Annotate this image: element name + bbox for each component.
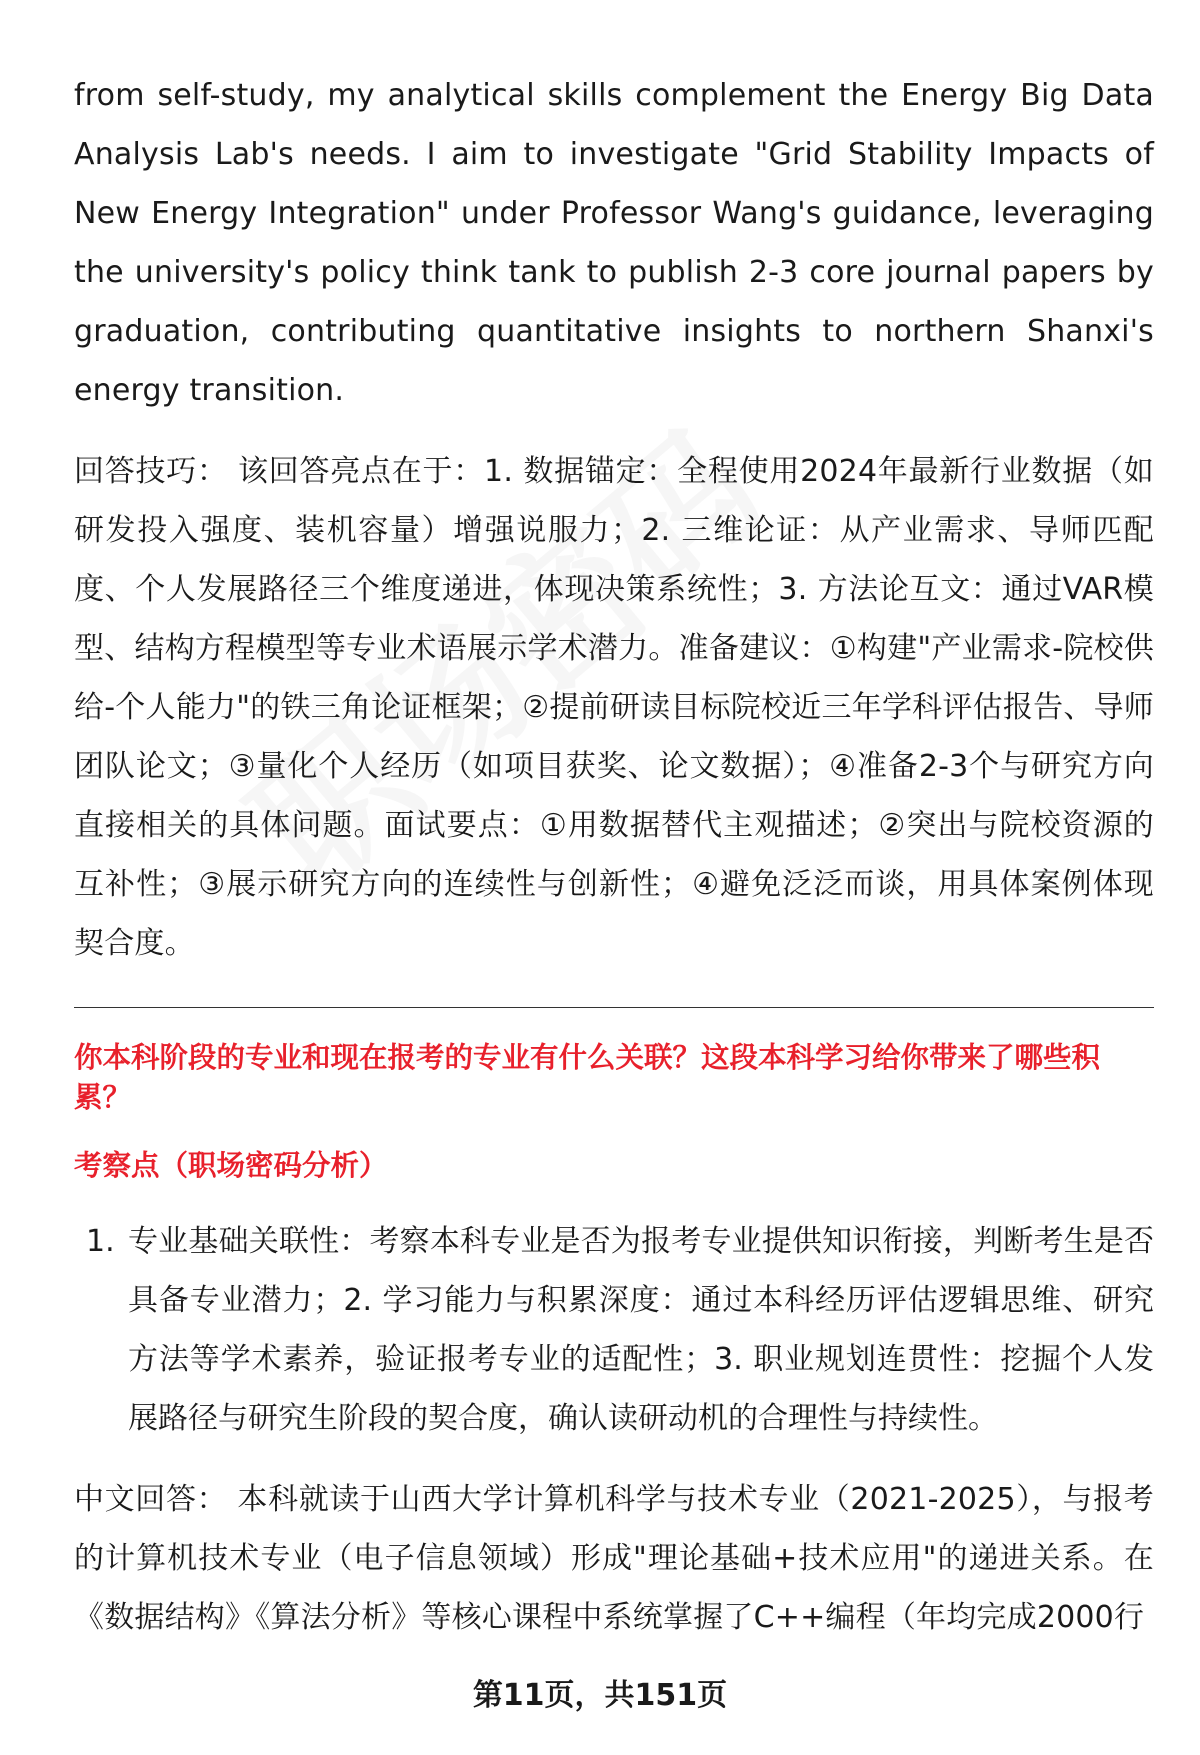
assessment-points-list — [74, 1212, 1154, 1448]
list-item-text: 专业基础关联性：考察本科专业是否为报考专业提供知识衔接，判断考生是否具备专业潜力；2. 学习能力与积累深度：通过本科经历评估逻辑思维、研究方法等学术素养，验证报考专业的适配性；3. 职业规划连贯性：挖掘个人发展路径与研究生阶段的契合度，确认读研动机的合理性与持续性。 — [128, 1224, 1154, 1436]
english-answer-paragraph: from self-study, my analytical skills complement the Energy Big Data Analysis Lab's needs. I aim to investigate "Grid Stability Impacts of New Energy Integration" under Professor Wang's guidance, leveraging the university's policy think tank to publish 2-3 core journal papers by graduation, contributing quantitative insights to northern Shanxi's energy transition. — [74, 78, 1154, 408]
list-item — [74, 1212, 1154, 1448]
page-number-footer: 第11页，共151页 — [472, 1678, 728, 1713]
assessment-points-heading: 考察点（职场密码分析） — [74, 1149, 388, 1182]
answer-tips-paragraph: 回答技巧： 该回答亮点在于：1. 数据锚定：全程使用2024年最新行业数据（如研发投入强度、装机容量）增强说服力；2. 三维论证：从产业需求、导师匹配度、个人发展路径三个维度递进，体现决策系统性；3. 方法论互文：通过VAR模型、结构方程模型等专业术语展示学术潜力。准备建议：①构建"产业需求-院校供给-个人能力"的铁三角论证框架；②提前研读目标院校近三年学科评估报告、导师团队论文；③量化个人经历（如项目获奖、论文数据）；④准备2-3个与研究方向直接相关的具体问题。面试要点：①用数据替代主观描述；②突出与院校资源的互补性；③展示研究方向的连续性与创新性；④避免泛泛而谈，用具体案例体现契合度。 — [74, 454, 1154, 961]
document-page — [74, 66, 1154, 1647]
chinese-answer-paragraph: 中文回答： 本科就读于山西大学计算机科学与技术专业（2021-2025），与报考的计算机技术专业（电子信息领域）形成"理论基础+技术应用"的递进关系。在《数据结构》《算法分析》等核心课程中系统掌握了C++编程（年均完成2000行 — [74, 1482, 1154, 1635]
interview-question: 你本科阶段的专业和现在报考的专业有什么关联？这段本科学习给你带来了哪些积累？ — [74, 1041, 1101, 1114]
section-divider — [74, 1007, 1154, 1008]
list-item-number: 1. — [86, 1224, 115, 1259]
